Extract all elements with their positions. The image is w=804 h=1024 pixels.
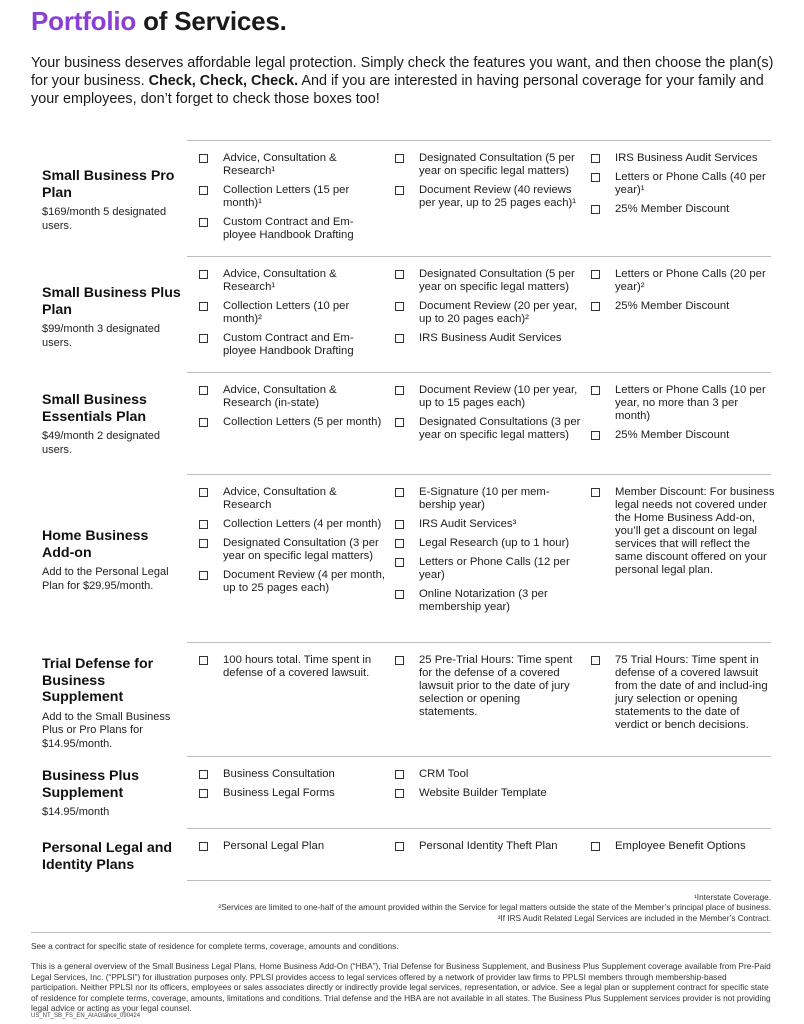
plan-name: Business Plus Supplement <box>42 768 139 801</box>
feature-label: Business Legal Forms <box>223 787 335 799</box>
page-title <box>31 6 287 37</box>
feature-item <box>591 654 775 732</box>
checkbox-icon[interactable] <box>199 842 208 851</box>
plan-info <box>42 285 182 350</box>
feature-label: Collection Letters (10 per month)² <box>223 300 350 325</box>
feature-item <box>395 588 581 614</box>
feature-column <box>395 384 581 448</box>
footnote-1: ¹Interstate Coverage. <box>694 893 771 902</box>
plan-name: Small Business Essentials Plan <box>42 392 147 425</box>
feature-label: IRS Business Audit Services <box>615 152 758 164</box>
feature-item <box>199 537 385 563</box>
plan-row <box>31 140 771 256</box>
feature-item <box>199 152 385 178</box>
feature-label: Designated Consultation (5 per year on specific legal matters) <box>419 268 575 293</box>
checkbox-icon[interactable] <box>591 173 600 182</box>
feature-item <box>591 486 775 577</box>
feature-item <box>199 569 385 595</box>
disclaimer-overview: This is a general overview of the Small Business Legal Plans, Home Business Add-On (“HBA”), Trial Defense for Business Supplement, and Business Plus Supplement coverage available from Pre-Paid Legal Services, Inc. (“PPLSI”) for illustration purposes only. PPLSI provides access to legal services offered by a network of provider law firms to PPLSI members through membership-based participation. Neither PPLSI nor its officers, employees or sales associates directly or indirectly provide legal services, representation, or advice. See a legal plan or supplement contract for specific state of residence for complete terms, coverage, amounts, limitations and conditions. Trial defense and the HBA are not available in all states. The Business Plus Supplement services provider is not providing legal advice or acting as your legal counsel. <box>31 961 771 1013</box>
row-divider <box>187 474 771 475</box>
feature-label: E-Signature (10 per mem-bership year) <box>419 486 550 511</box>
feature-label: Document Review (4 per month, up to 25 pages each) <box>223 569 385 594</box>
checkbox-icon[interactable] <box>199 571 208 580</box>
feature-item <box>199 216 385 242</box>
feature-label: Advice, Consultation & Research (in-state) <box>223 384 337 409</box>
feature-label: Advice, Consultation & Research¹ <box>223 152 337 177</box>
feature-item <box>199 768 385 781</box>
feature-label: Collection Letters (15 per month)¹ <box>223 184 350 209</box>
checkbox-icon[interactable] <box>199 186 208 195</box>
plan-name: Trial Defense for Business Supplement <box>42 656 154 705</box>
checkbox-icon[interactable] <box>395 488 404 497</box>
feature-column <box>591 654 775 738</box>
feature-column <box>199 486 385 601</box>
plan-description: $49/month 2 designated users. <box>42 430 161 456</box>
footnotes <box>218 893 771 924</box>
checkbox-icon[interactable] <box>395 186 404 195</box>
feature-label: Document Review (10 per year, up to 15 pages each) <box>419 384 578 409</box>
feature-label: Designated Consultation (3 per year on specific legal matters) <box>223 537 379 562</box>
plan-row <box>31 474 775 642</box>
plan-name: Small Business Pro Plan <box>42 168 175 201</box>
feature-item <box>591 152 775 165</box>
checkbox-icon[interactable] <box>395 270 404 279</box>
table-bottom-divider <box>187 880 771 881</box>
checkbox-icon[interactable] <box>199 488 208 497</box>
feature-column <box>395 486 581 620</box>
checkbox-icon[interactable] <box>199 302 208 311</box>
checkbox-icon[interactable] <box>395 418 404 427</box>
feature-item <box>591 429 775 442</box>
feature-item <box>591 840 775 853</box>
feature-item <box>395 300 581 326</box>
feature-label: 100 hours total. Time spent in defense of a covered lawsuit. <box>223 654 372 679</box>
feature-column <box>395 268 581 351</box>
checkbox-icon[interactable] <box>395 770 404 779</box>
checkbox-icon[interactable] <box>199 334 208 343</box>
plan-info <box>42 392 182 457</box>
feature-label: Letters or Phone Calls (10 per year, no more than 3 per month) <box>615 384 766 422</box>
feature-item <box>199 268 385 294</box>
feature-label: 25% Member Discount <box>615 203 730 215</box>
feature-item <box>199 518 385 531</box>
checkbox-icon[interactable] <box>591 270 600 279</box>
feature-column <box>591 152 775 222</box>
checkbox-icon[interactable] <box>199 789 208 798</box>
feature-item <box>199 300 385 326</box>
checkbox-icon[interactable] <box>395 154 404 163</box>
checkbox-icon[interactable] <box>395 842 404 851</box>
feature-label: Personal Legal Plan <box>223 840 325 852</box>
feature-item <box>395 537 581 550</box>
checkbox-icon[interactable] <box>395 590 404 599</box>
feature-column <box>199 654 385 686</box>
feature-column <box>395 654 581 725</box>
plan-name: Personal Legal and Identity Plans <box>42 840 173 873</box>
row-divider <box>187 756 771 757</box>
feature-item <box>395 152 581 178</box>
checkbox-icon[interactable] <box>395 656 404 665</box>
checkbox-icon[interactable] <box>395 539 404 548</box>
checkbox-icon[interactable] <box>591 842 600 851</box>
checkbox-icon[interactable] <box>591 656 600 665</box>
feature-label: Website Builder Template <box>419 787 547 799</box>
row-divider <box>187 140 771 141</box>
checkbox-icon[interactable] <box>199 386 208 395</box>
feature-item <box>395 416 581 442</box>
feature-item <box>591 268 775 294</box>
plan-name: Home Business Add-on <box>42 528 149 561</box>
plan-row <box>31 256 771 372</box>
checkbox-icon[interactable] <box>395 558 404 567</box>
feature-item <box>199 787 385 800</box>
feature-label: Letters or Phone Calls (20 per year)² <box>615 268 766 293</box>
feature-item <box>395 556 581 582</box>
feature-label: Document Review (40 reviews per year, up to 25 pages each)¹ <box>419 184 577 209</box>
feature-column <box>199 268 385 364</box>
plan-name: Small Business Plus Plan <box>42 285 181 318</box>
feature-item <box>395 332 581 345</box>
feature-label: Advice, Consultation & Research <box>223 486 337 511</box>
feature-item <box>199 486 385 512</box>
checkbox-icon[interactable] <box>591 386 600 395</box>
feature-item <box>395 840 581 853</box>
feature-column <box>199 152 385 248</box>
checkbox-icon[interactable] <box>199 539 208 548</box>
row-divider <box>187 642 771 643</box>
plan-description: $169/month 5 designated users. <box>42 206 167 232</box>
feature-label: Document Review (20 per year, up to 20 pages each)² <box>419 300 578 325</box>
footer-divider <box>31 932 771 933</box>
feature-label: Custom Contract and Em-ployee Handbook Drafting <box>223 216 354 241</box>
intro-paragraph <box>31 54 776 108</box>
plan-row <box>31 756 771 828</box>
checkbox-icon[interactable] <box>591 205 600 214</box>
feature-label: IRS Business Audit Services <box>419 332 562 344</box>
feature-column <box>591 486 775 583</box>
feature-item <box>395 654 581 719</box>
feature-column <box>591 840 775 859</box>
feature-item <box>395 268 581 294</box>
feature-column <box>199 768 385 806</box>
feature-label: CRM Tool <box>419 768 469 780</box>
intro-bold: Check, Check, Check. <box>148 73 299 89</box>
plan-info <box>42 528 182 593</box>
feature-label: Letters or Phone Calls (12 per year) <box>419 556 570 581</box>
plan-row <box>31 828 771 880</box>
plan-description: $99/month 3 designated users. <box>42 323 161 349</box>
feature-column <box>199 384 385 435</box>
feature-column <box>591 384 775 448</box>
feature-item <box>591 300 775 313</box>
feature-item <box>199 332 385 358</box>
feature-item <box>199 840 385 853</box>
feature-item <box>395 486 581 512</box>
feature-item <box>199 184 385 210</box>
feature-item <box>199 416 385 429</box>
feature-label: Custom Contract and Em-ployee Handbook Drafting <box>223 332 354 357</box>
feature-column <box>395 152 581 216</box>
checkbox-icon[interactable] <box>591 302 600 311</box>
checkbox-icon[interactable] <box>395 302 404 311</box>
plan-description: $14.95/month <box>42 806 110 818</box>
feature-column <box>591 268 775 319</box>
feature-item <box>591 384 775 423</box>
feature-item <box>199 654 385 680</box>
feature-item <box>591 171 775 197</box>
plan-description: Add to the Personal Legal Plan for $29.95/month. <box>42 566 169 592</box>
checkbox-icon[interactable] <box>199 218 208 227</box>
feature-item <box>591 203 775 216</box>
footnote-2: ²Services are limited to one-half of the amount provided within the Service for legal matters outside the state of the Member’s principal place of business. <box>218 903 771 913</box>
feature-label: Collection Letters (5 per month) <box>223 416 382 428</box>
checkbox-icon[interactable] <box>591 431 600 440</box>
disclaimer-contract: See a contract for specific state of residence for complete terms, coverage, amounts and conditions. <box>31 941 399 951</box>
intro-text-2: And if you are interested in having personal coverage for your family and your employees, don’t forget to check those boxes too! <box>31 73 764 107</box>
checkbox-icon[interactable] <box>395 520 404 529</box>
feature-item <box>395 787 581 800</box>
checkbox-icon[interactable] <box>199 770 208 779</box>
feature-label: IRS Audit Services³ <box>419 518 517 530</box>
checkbox-icon[interactable] <box>591 154 600 163</box>
checkbox-icon[interactable] <box>199 154 208 163</box>
plan-info <box>42 768 182 820</box>
checkbox-icon[interactable] <box>395 789 404 798</box>
feature-label: Business Consultation <box>223 768 335 780</box>
checkbox-icon[interactable] <box>199 270 208 279</box>
feature-label: Member Discount: For business legal needs not covered under the Home Business Add-on, you’ll get a discount on legal services that will reflect the same discount offered on your personal legal plan. <box>615 486 775 576</box>
plan-info <box>42 656 182 751</box>
checkbox-icon[interactable] <box>395 386 404 395</box>
feature-label: 25% Member Discount <box>615 429 730 441</box>
feature-label: Designated Consultation (5 per year on specific legal matters) <box>419 152 575 177</box>
feature-label: 75 Trial Hours: Time spent in defense of a covered lawsuit from the date of and includ-ing jury selection or opening statements to the date of verdict or bench decisions. <box>615 654 768 731</box>
feature-label: Online Notarization (3 per membership year) <box>419 588 548 613</box>
title-accent: Portfolio <box>31 6 137 36</box>
feature-item <box>395 184 581 210</box>
feature-label: Legal Research (up to 1 hour) <box>419 537 570 549</box>
plan-info <box>42 168 182 233</box>
feature-label: Personal Identity Theft Plan <box>419 840 558 852</box>
feature-item <box>395 768 581 781</box>
plan-row <box>31 642 771 756</box>
feature-label: Employee Benefit Options <box>615 840 746 852</box>
checkbox-icon[interactable] <box>199 656 208 665</box>
intro-text-1: Your business deserves affordable legal protection. Simply check the features you want, and then choose the plan(s) for your business. <box>31 55 774 89</box>
feature-label: Designated Consultations (3 per year on specific legal matters) <box>419 416 581 441</box>
checkbox-icon[interactable] <box>591 488 600 497</box>
plan-row <box>31 372 771 474</box>
feature-item <box>395 384 581 410</box>
document-code: US_NT_SB_FS_EN_AtAGlance_090424 <box>31 1013 141 1019</box>
feature-item <box>395 518 581 531</box>
checkbox-icon[interactable] <box>199 418 208 427</box>
feature-label: 25 Pre-Trial Hours: Time spent for the defense of a covered lawsuit prior to the date of jury selection or opening statements. <box>419 654 573 718</box>
feature-label: Collection Letters (4 per month) <box>223 518 382 530</box>
row-divider <box>187 256 771 257</box>
feature-label: Letters or Phone Calls (40 per year)¹ <box>615 171 766 196</box>
feature-label: 25% Member Discount <box>615 300 730 312</box>
plan-info <box>42 840 182 873</box>
plan-description: Add to the Small Business Plus or Pro Plans for $14.95/month. <box>42 710 171 750</box>
feature-label: Advice, Consultation & Research¹ <box>223 268 337 293</box>
feature-column <box>199 840 385 859</box>
title-rest: of Services. <box>136 6 287 36</box>
row-divider <box>187 828 771 829</box>
checkbox-icon[interactable] <box>199 520 208 529</box>
checkbox-icon[interactable] <box>395 334 404 343</box>
feature-column <box>395 840 581 859</box>
row-divider <box>187 372 771 373</box>
footnote-3: ³If IRS Audit Related Legal Services are included in the Member’s Contract. <box>497 913 771 923</box>
feature-item <box>199 384 385 410</box>
feature-column <box>395 768 581 806</box>
